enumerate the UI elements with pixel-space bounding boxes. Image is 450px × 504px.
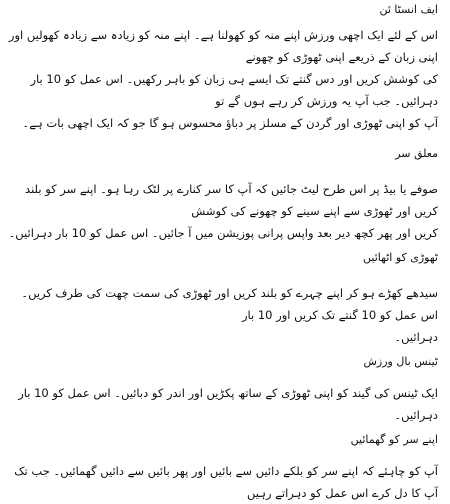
section-1: [8, 2, 438, 134]
section-heading: اپنے سر کو گھمائیں: [350, 433, 438, 446]
section-4: [8, 354, 438, 426]
paragraph-line: آپ کو چاہئے کہ اپنے سر کو بلکے دائیں سے بائیں اور پھر بائیں سے دائیں گھمائیں۔ جب تک آپ کا دل کرے اس عمل کو دہراتے رہیں: [14, 464, 438, 500]
paragraph-line: ایک ٹینس کی گیند کو اپنی ٹھوڑی کے ساتھ پکڑیں اور اندر کو دبائیں۔ اس عمل کو 10 بار دہرائیں۔: [18, 386, 438, 422]
paragraph-line: آپ کو اپنی ٹھوڑی اور گردن کے مسلز پر دباؤ محسوس ہو گا جو کہ ایک اچھی بات ہے۔: [22, 116, 438, 130]
paragraph-line: کریں اور پھر کچھ دیر بعد واپس پرانی پوزیشن میں آ جائیں۔ اس عمل کو 10 بار دہرائیں۔: [8, 226, 438, 240]
document: [0, 2, 450, 500]
section-heading: ایف انسٹا ئن: [379, 3, 438, 16]
paragraph-line: سیدھے کھڑے ہو کر اپنے چہرے کو بلند کریں اور ٹھوڑی کی سمت چھت کی طرف کریں۔ اس عمل کو 10 گنتے تک کریں اور 10 بار: [21, 286, 438, 322]
paragraph-line: دہرائیں۔: [394, 330, 438, 344]
section-2: [8, 146, 438, 244]
section-heading: معلق سر: [395, 147, 438, 160]
section-5: [8, 432, 438, 504]
paragraph-line: کی کوشش کریں اور دس گنتے تک ایسے ہی زبان کو باہر رکھیں۔ اس عمل کو 10 بار دہرائیں۔ جب آپ یہ ورزش کر رہے ہوں گے تو: [30, 72, 438, 108]
section-3: [8, 250, 438, 348]
paragraph-line: صوفے یا بیڈ پر اس طرح لیٹ جائیں کہ آپ کا سر کنارے پر لٹک رہا ہو۔ اپنے سر کو بلند کریں اور ٹھوڑی سے اپنے سینے کو چھونے کی کوشش: [25, 182, 438, 218]
section-heading: ٹینس بال ورزش: [363, 355, 438, 368]
paragraph-line: اس کے لئے ایک اچھی ورزش اپنے منہ کو کھولنا ہے۔ اپنے منہ کو زیادہ سے زیادہ کھولیں اور اپنی زبان کے ذریعے اپنی ٹھوڑی کو چھونے: [8, 28, 438, 64]
section-heading: ٹھوڑی کو اٹھائیں: [363, 251, 438, 264]
